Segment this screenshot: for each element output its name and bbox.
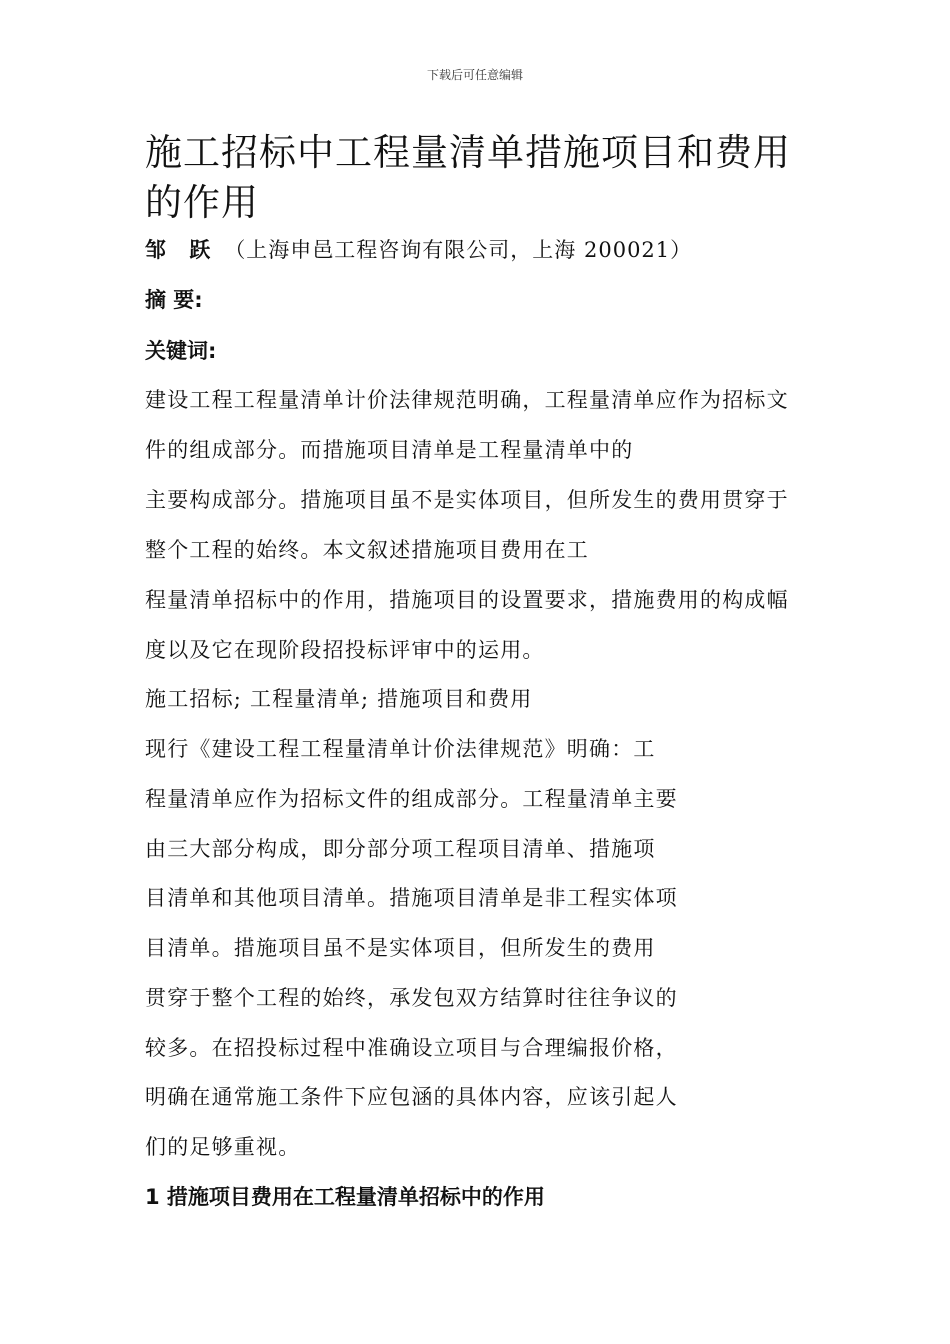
abstract-label: 摘 要:	[145, 288, 203, 312]
section-heading: 1 措施项目费用在工程量清单招标中的作用	[145, 1185, 545, 1209]
header-note: 下载后可任意编辑	[426, 68, 523, 82]
body-line: 目清单和其他项目清单。措施项目清单是非工程实体项	[145, 886, 678, 910]
document-title: 施工招标中工程量清单措施项目和费用的作用	[145, 131, 791, 224]
body-line: 由三大部分构成，即分部分项工程项目清单、措施项	[145, 837, 656, 861]
keywords-text: 施工招标; 工程量清单; 措施项目和费用	[145, 687, 533, 711]
body-line: 现行《建设工程工程量清单计价法律规范》明确：工	[145, 737, 656, 761]
body-line: 程量清单应作为招标文件的组成部分。工程量清单主要	[145, 787, 678, 811]
body-line: 明确在通常施工条件下应包涵的具体内容，应该引起人	[145, 1085, 678, 1109]
body-line: 目清单。措施项目虽不是实体项目，但所发生的费用	[145, 936, 656, 960]
abstract-line: 主要构成部分。措施项目虽不是实体项目，但所发生的费用贯穿于	[145, 488, 789, 512]
author-affiliation: （上海申邑工程咨询有限公司，上海 200021）	[224, 238, 693, 262]
abstract-line: 建设工程工程量清单计价法律规范明确，工程量清单应作为招标文	[145, 388, 789, 412]
abstract-line: 度以及它在现阶段招投标评审中的运用。	[145, 638, 545, 662]
abstract-line: 件的组成部分。而措施项目清单是工程量清单中的	[145, 438, 634, 462]
keywords-label: 关键词:	[145, 339, 217, 363]
abstract-line: 整个工程的始终。本文叙述措施项目费用在工	[145, 538, 589, 562]
body-line: 们的足够重视。	[145, 1135, 301, 1159]
body-line: 较多。在招投标过程中准确设立项目与合理编报价格，	[145, 1036, 678, 1060]
author-name: 邹 跃	[145, 238, 219, 262]
author-line	[145, 236, 692, 264]
body-line: 贯穿于整个工程的始终，承发包双方结算时往往争议的	[145, 986, 678, 1010]
abstract-line: 程量清单招标中的作用，措施项目的设置要求，措施费用的构成幅	[145, 588, 789, 612]
